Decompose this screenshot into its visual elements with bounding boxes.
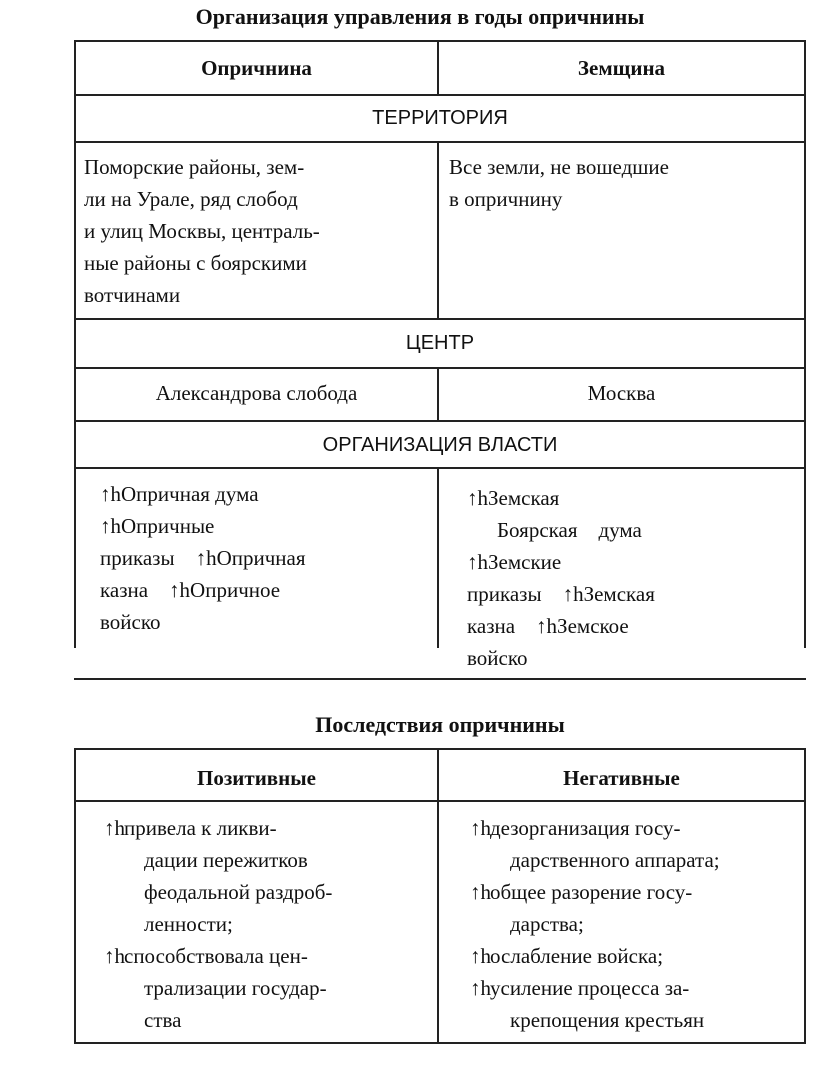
arrow-up-icon: ↑h — [470, 880, 491, 904]
text-line: ослабление войска; — [490, 944, 664, 968]
list-item — [470, 972, 802, 1036]
col-divider — [437, 467, 439, 648]
text-line: трализации государ- — [144, 976, 327, 1000]
text-line: крепощения крестьян — [510, 1008, 705, 1032]
text-line: казна ↑hЗемское — [467, 614, 629, 638]
text-line: способствовала цен- — [124, 944, 308, 968]
text-line: привела к ликви- — [124, 816, 277, 840]
text-line: феодальной раздроб- — [144, 880, 333, 904]
text-line: усиление процесса за- — [490, 976, 690, 1000]
column-header-zemshchina: Земщина — [577, 56, 666, 80]
row-divider — [74, 467, 806, 469]
territory-zemshchina — [449, 151, 799, 215]
text-line: ленности; — [144, 912, 233, 936]
section-header-territory: ТЕРРИТОРИЯ — [372, 107, 508, 129]
text-line: дарственного аппарата; — [510, 848, 720, 872]
row-divider — [74, 800, 806, 802]
text-line: ↑hЗемская — [467, 486, 560, 510]
text-line: дации пережитков — [144, 848, 308, 872]
table2-title: Последствия опричнины — [315, 712, 565, 737]
col-divider — [437, 141, 439, 320]
power-oprichnina — [100, 478, 430, 638]
power-zemshchina — [467, 482, 802, 674]
text-line: вотчинами — [84, 283, 181, 307]
text-line: общее разорение госу- — [490, 880, 693, 904]
center-zemshchina: Москва — [587, 381, 656, 405]
list-item — [104, 940, 434, 1036]
list-item — [470, 876, 802, 940]
text-line: ↑hОпричные — [100, 514, 215, 538]
text-line: дарства; — [510, 912, 584, 936]
list-item — [104, 812, 434, 940]
column-header-negative: Негативные — [563, 766, 680, 790]
text-line: Поморские районы, зем- — [84, 155, 305, 179]
text-line: приказы ↑hЗемская — [467, 582, 655, 606]
row-divider — [74, 141, 806, 143]
text-line: Все земли, не вошедшие — [449, 155, 669, 179]
text-line: ные районы с боярскими — [84, 251, 307, 275]
text-line: ↑hЗемские — [467, 550, 562, 574]
row-divider — [74, 420, 806, 422]
text-line: войско — [100, 610, 161, 634]
arrow-up-icon: ↑h — [470, 816, 491, 840]
row-divider — [74, 367, 806, 369]
text-line: приказы ↑hОпричная — [100, 546, 306, 570]
text-line: ства — [144, 1008, 182, 1032]
text-line: и улиц Москвы, централь- — [84, 219, 320, 243]
arrow-up-icon: ↑h — [104, 816, 125, 840]
text-line: войско — [467, 646, 528, 670]
center-oprichnina: Александрова слобода — [155, 381, 358, 405]
section-header-power: ОРГАНИЗАЦИЯ ВЛАСТИ — [322, 434, 558, 456]
positive-consequences — [104, 812, 434, 1036]
section-header-center: ЦЕНТР — [405, 332, 475, 354]
text-line: Боярская дума — [497, 518, 642, 542]
table1-title: Организация управления в годы опричнины — [195, 4, 645, 29]
list-item — [470, 812, 802, 876]
text-line: казна ↑hОпричное — [100, 578, 281, 602]
column-header-positive: Позитивные — [197, 766, 316, 790]
column-header-oprichnina: Опричнина — [201, 56, 312, 80]
negative-consequences — [470, 812, 802, 1036]
text-line: дезорганизация госу- — [490, 816, 681, 840]
page-divider — [74, 678, 806, 680]
list-item — [470, 940, 802, 972]
text-line: ли на Урале, ряд слобод — [84, 187, 298, 211]
arrow-up-icon: ↑h — [104, 944, 125, 968]
row-divider — [74, 318, 806, 320]
arrow-up-icon: ↑h — [470, 944, 491, 968]
text-line: в опричнину — [449, 187, 563, 211]
territory-oprichnina — [84, 151, 434, 311]
arrow-up-icon: ↑h — [470, 976, 491, 1000]
table1-top-border — [74, 40, 806, 42]
text-line: ↑hОпричная дума — [100, 482, 259, 506]
row-divider — [74, 94, 806, 96]
table1-right-border — [804, 40, 806, 648]
